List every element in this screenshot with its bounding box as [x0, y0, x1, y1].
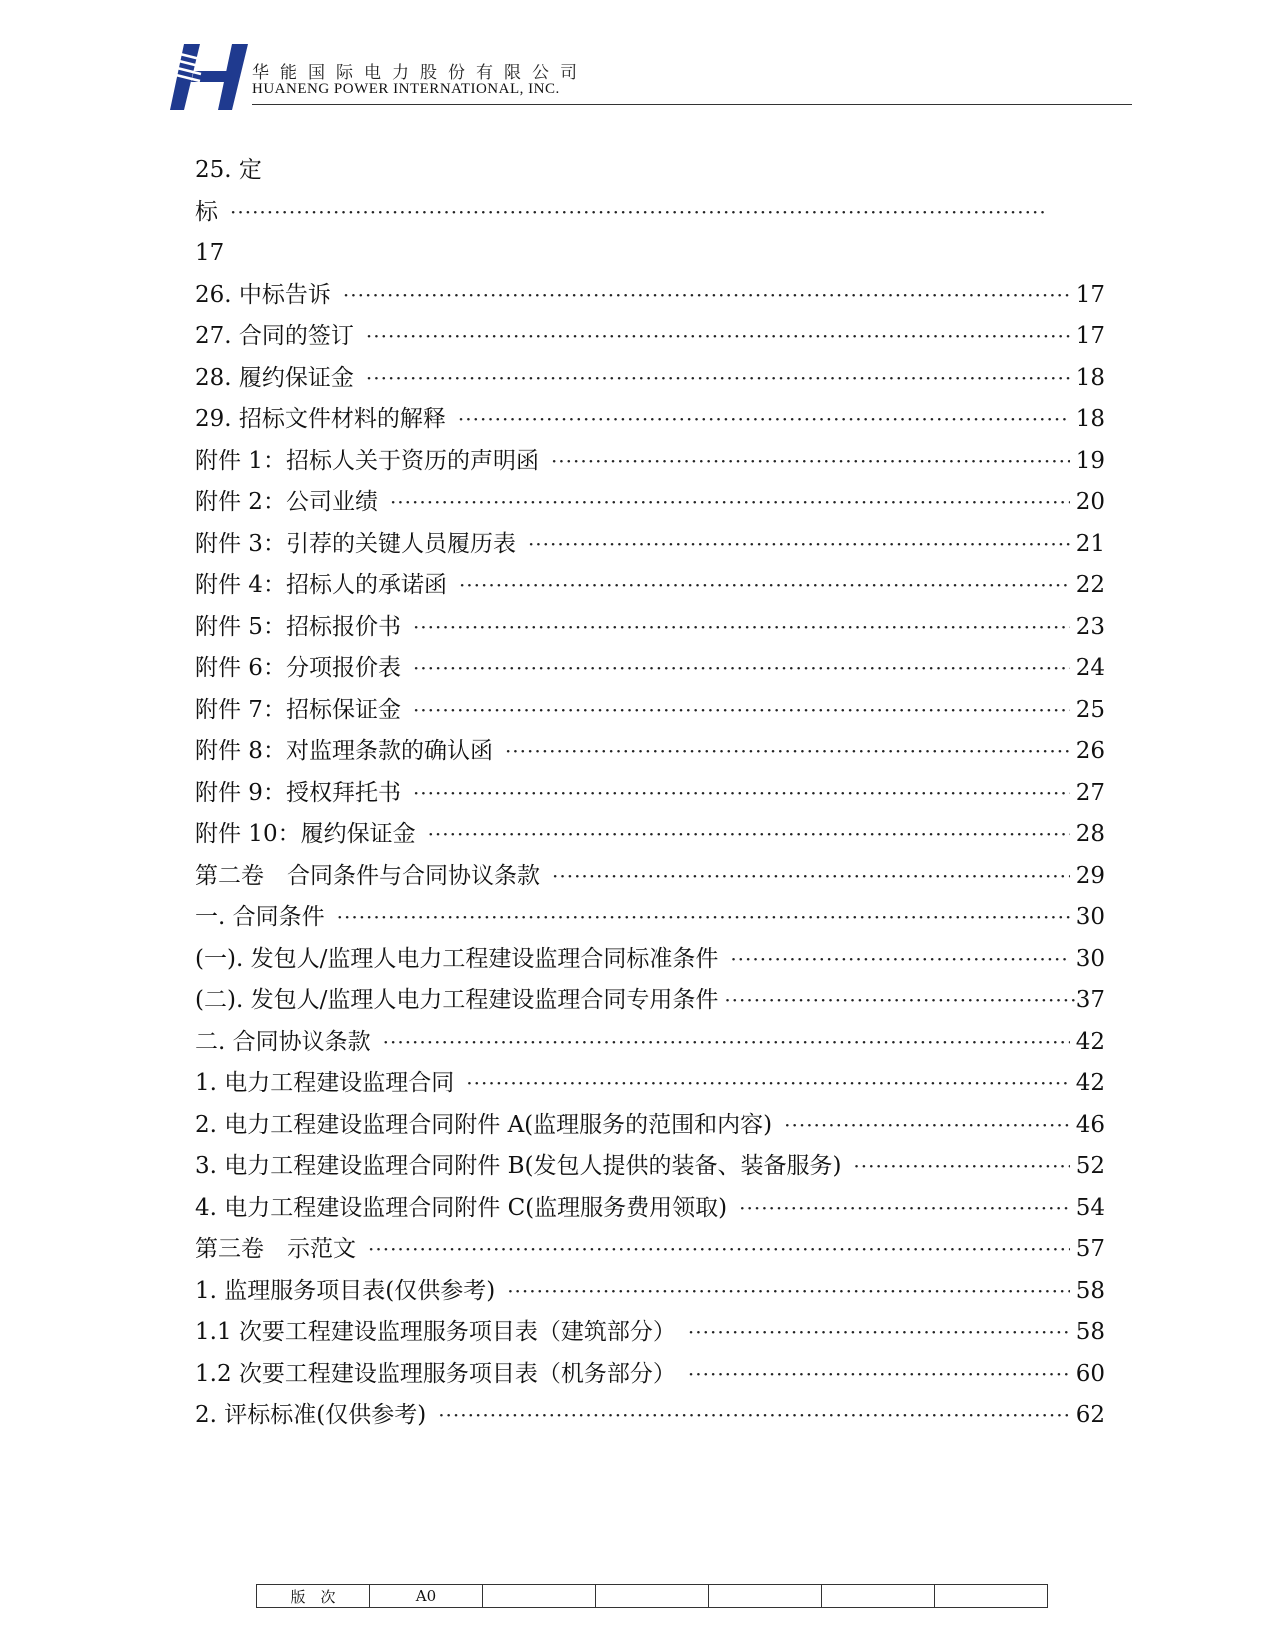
toc-entry-label: 2. 电力工程建设监理合同附件 A(监理服务的范围和内容) — [195, 1111, 773, 1138]
toc-entry-label: 1.2 次要工程建设监理服务项目表（机务部分） — [195, 1360, 676, 1387]
toc-entry-label: 2. 评标标准(仅供参考) — [195, 1402, 427, 1428]
toc-entry — [195, 939, 1105, 981]
toc-entry-page: 58 — [1075, 1277, 1105, 1304]
toc-entry-page: 18 — [1075, 406, 1105, 432]
toc-entry-page: 21 — [1075, 530, 1105, 557]
version-cell — [935, 1585, 1048, 1608]
dot-leader — [337, 897, 1070, 939]
dot-leader — [724, 980, 1075, 1022]
toc-entry — [195, 607, 1105, 649]
toc-entry-label: 附件 9：授权拜托书 — [195, 779, 401, 806]
dot-leader — [505, 731, 1070, 773]
toc-entry — [195, 275, 1105, 317]
toc-entry — [195, 1312, 1105, 1354]
toc-entry — [195, 1188, 1105, 1230]
toc-entry-page: 17 — [1075, 281, 1105, 308]
toc-entry — [195, 1022, 1105, 1064]
toc-list — [195, 275, 1105, 1437]
toc-entry-label: 附件 3：引荐的关键人员履历表 — [195, 530, 516, 557]
toc-entry — [195, 1146, 1105, 1188]
toc-entry-label: 27. 合同的签订 — [195, 323, 354, 349]
toc-entry-page: 62 — [1075, 1402, 1105, 1428]
version-cell — [709, 1585, 822, 1608]
dot-leader — [688, 1354, 1070, 1396]
toc-entry — [195, 399, 1105, 441]
dot-leader — [459, 565, 1070, 607]
toc-entry-label: 附件 4：招标人的承诺函 — [195, 572, 447, 598]
toc-entry-page: 27 — [1075, 779, 1105, 806]
toc-entry-page: 24 — [1075, 655, 1105, 681]
toc-entry — [195, 1354, 1105, 1396]
toc-entry-page: 26 — [1075, 738, 1105, 764]
toc-entry-page: 30 — [1075, 945, 1105, 972]
toc-entry — [195, 316, 1105, 358]
toc-entry — [195, 731, 1105, 773]
toc-entry-25-page: 17 — [195, 240, 225, 266]
toc-entry-page: 30 — [1075, 904, 1105, 930]
toc-entry — [195, 648, 1105, 690]
toc-entry-label: (一). 发包人/监理人电力工程建设监理合同标准条件 — [195, 945, 719, 972]
dot-leader — [730, 939, 1069, 981]
toc-entry-label: 附件 8：对监理条款的确认函 — [195, 738, 493, 764]
toc-entry-page: 54 — [1075, 1194, 1105, 1221]
toc-entry-page: 22 — [1075, 572, 1105, 598]
toc-entry-page: 17 — [1075, 323, 1105, 349]
toc-entry-label: 28. 履约保证金 — [195, 364, 354, 391]
toc-entry — [195, 1229, 1105, 1271]
dot-leader — [458, 399, 1070, 441]
toc-entry-label: 附件 1：招标人关于资历的声明函 — [195, 447, 539, 474]
dot-leader — [428, 814, 1070, 856]
dot-leader — [343, 275, 1070, 317]
dot-leader — [413, 607, 1070, 649]
toc-entry-page: 42 — [1075, 1070, 1105, 1096]
toc-entry — [195, 980, 1105, 1022]
toc-entry-label: 附件 6：分项报价表 — [195, 655, 401, 681]
version-value: A0 — [370, 1585, 483, 1608]
toc-entry — [195, 814, 1105, 856]
toc-entry-label: 第二卷 合同条件与合同协议条款 — [195, 862, 540, 889]
toc-entry — [195, 441, 1105, 483]
toc-entry-page: 37 — [1075, 987, 1105, 1013]
dot-leader — [368, 1229, 1070, 1271]
dot-leader — [366, 358, 1070, 400]
toc-entry — [195, 1063, 1105, 1105]
toc-entry-label: 一. 合同条件 — [195, 904, 325, 930]
header-divider — [252, 104, 1132, 105]
dot-leader — [507, 1271, 1070, 1313]
toc-entry-25-line2: 标 ····· — [195, 192, 1105, 234]
toc-entry — [195, 773, 1105, 815]
version-cell — [822, 1585, 935, 1608]
toc-entry-page: 28 — [1075, 821, 1105, 847]
toc-entry-page: 42 — [1075, 1028, 1105, 1055]
toc-entry-page: 23 — [1075, 613, 1105, 640]
toc-entry — [195, 482, 1105, 524]
dot-leader — [466, 1063, 1069, 1105]
toc-entry-page: 46 — [1075, 1111, 1105, 1138]
toc-entry-label: 4. 电力工程建设监理合同附件 C(监理服务费用领取) — [195, 1194, 728, 1221]
company-name-en: HUANENG POWER INTERNATIONAL, INC. — [252, 81, 560, 97]
dot-leader — [383, 1022, 1070, 1064]
toc-entry-label: 附件 2：公司业绩 — [195, 489, 378, 515]
toc-entry — [195, 856, 1105, 898]
toc-entry-label: 29. 招标文件材料的解释 — [195, 406, 446, 432]
toc-entry-label: 二. 合同协议条款 — [195, 1028, 371, 1055]
version-cell — [483, 1585, 596, 1608]
toc-entry-label: 第三卷 示范文 — [195, 1236, 356, 1262]
dot-leader — [739, 1188, 1070, 1230]
toc-entry-label: 附件 10：履约保证金 — [195, 821, 416, 847]
dot-leader — [551, 441, 1070, 483]
toc-entry-page: 29 — [1075, 862, 1105, 889]
toc-entry-label: 1. 监理服务项目表(仅供参考) — [195, 1277, 496, 1304]
dot-leader — [413, 648, 1070, 690]
toc-entry-page: 19 — [1075, 447, 1105, 474]
version-label: 版 次 — [257, 1585, 370, 1608]
toc-entry — [195, 565, 1105, 607]
table-of-contents — [195, 150, 1105, 1437]
toc-entry — [195, 897, 1105, 939]
huaneng-logo-icon — [170, 44, 256, 110]
toc-entry-label: (二). 发包人/监理人电力工程建设监理合同专用条件 — [195, 987, 719, 1013]
toc-entry — [195, 524, 1105, 566]
dot-leader — [552, 856, 1070, 898]
toc-entry-page: 25 — [1075, 696, 1105, 723]
toc-entry — [195, 358, 1105, 400]
toc-entry-page: 20 — [1075, 489, 1105, 515]
toc-entry-page: 18 — [1075, 364, 1105, 391]
dot-leader — [438, 1395, 1070, 1437]
dot-leader — [688, 1312, 1070, 1354]
dot-leader — [784, 1105, 1070, 1147]
toc-entry-page: 58 — [1075, 1319, 1105, 1345]
version-table — [256, 1584, 1048, 1608]
toc-entry — [195, 1105, 1105, 1147]
toc-entry-label: 附件 7：招标保证金 — [195, 696, 401, 723]
toc-entry-page: 60 — [1075, 1360, 1105, 1387]
toc-entry-page: 57 — [1075, 1236, 1105, 1262]
dot-leader — [853, 1146, 1069, 1188]
toc-entry-label: 1. 电力工程建设监理合同 — [195, 1070, 455, 1096]
dot-leader — [413, 690, 1070, 732]
toc-entry-label: 26. 中标告诉 — [195, 281, 331, 308]
toc-entry — [195, 1271, 1105, 1313]
dot-leader — [390, 482, 1070, 524]
toc-entry-label: 3. 电力工程建设监理合同附件 B(发包人提供的装备、装备服务) — [195, 1153, 842, 1179]
dot-leader — [366, 316, 1070, 358]
dot-leader — [413, 773, 1070, 815]
toc-entry-label: 附件 5：招标报价书 — [195, 613, 401, 640]
company-name-cn: 华能国际电力股份有限公司 — [252, 63, 588, 83]
toc-entry-label: 1.1 次要工程建设监理服务项目表（建筑部分） — [195, 1319, 676, 1345]
toc-entry-page: 52 — [1075, 1153, 1105, 1179]
dot-leader — [230, 192, 1045, 234]
toc-entry — [195, 690, 1105, 732]
toc-entry-25-line1: 25. 定 — [195, 157, 262, 183]
toc-entry — [195, 1395, 1105, 1437]
dot-leader — [528, 524, 1070, 566]
version-cell — [596, 1585, 709, 1608]
page-header — [170, 44, 1130, 114]
